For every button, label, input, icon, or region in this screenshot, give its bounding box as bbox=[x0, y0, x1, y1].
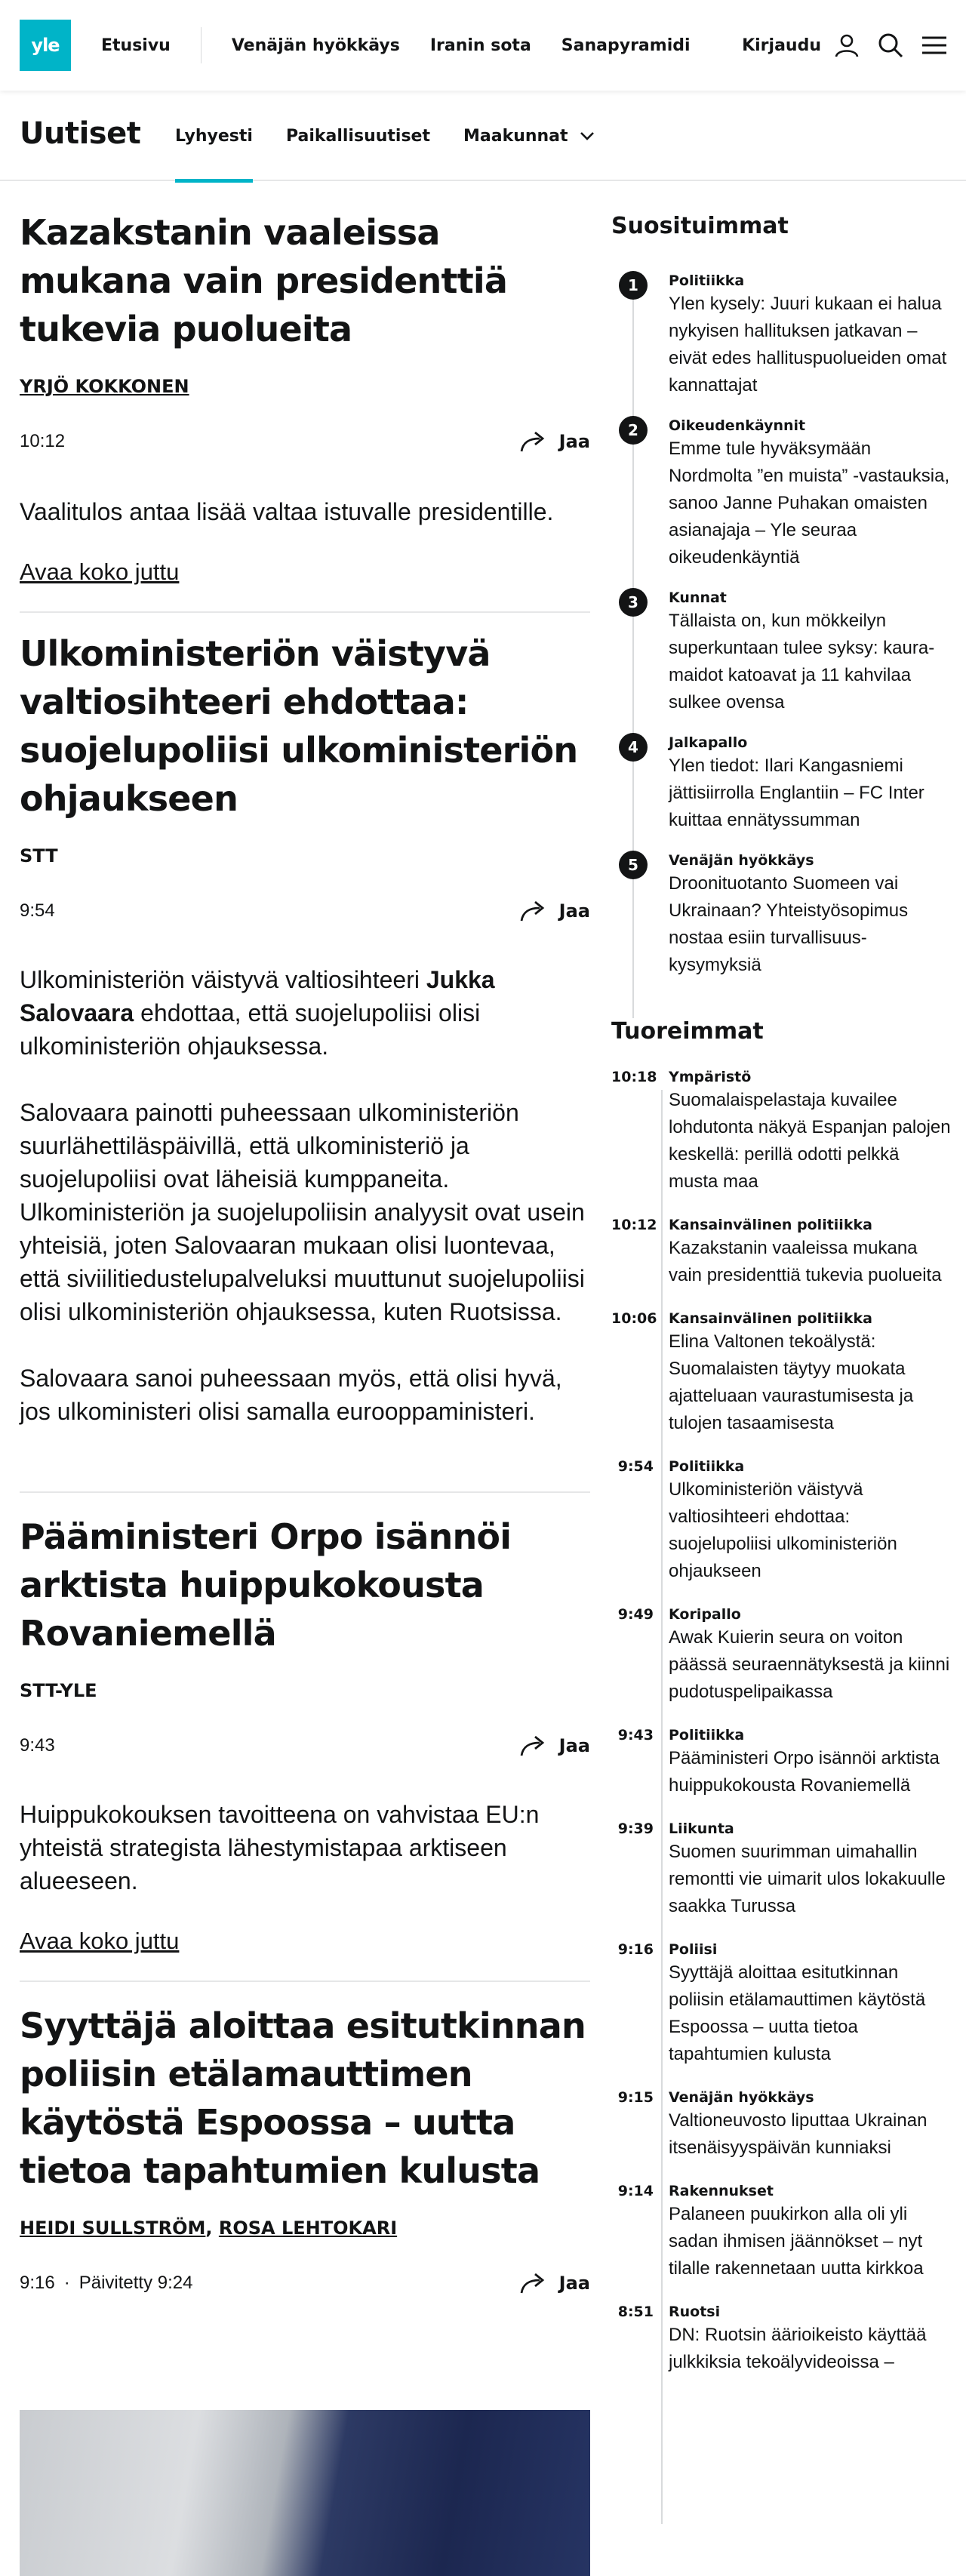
latest-item[interactable] bbox=[611, 2302, 951, 2376]
item-category: Politiikka bbox=[669, 1458, 745, 1475]
popular-heading: Suosituimmat bbox=[611, 213, 789, 239]
latest-item[interactable] bbox=[611, 1819, 951, 1920]
news-item bbox=[20, 181, 590, 613]
article-paragraph bbox=[20, 963, 590, 1063]
article-meta bbox=[20, 430, 590, 453]
latest-heading: Tuoreimmat bbox=[611, 1018, 764, 1045]
article-time: 10:12 bbox=[20, 431, 66, 451]
item-title[interactable]: Awak Kuierin seura on voiton päässä seuraennätyksestä ja kiinni pudotuspelipaikassa bbox=[669, 1627, 950, 1702]
latest-item[interactable] bbox=[611, 1309, 951, 1437]
news-item bbox=[20, 1493, 590, 1982]
rank-badge: 2 bbox=[619, 416, 648, 445]
item-time: 10:12 bbox=[611, 1217, 657, 1233]
item-category: Koripallo bbox=[669, 1606, 741, 1623]
latest-item[interactable] bbox=[611, 1940, 951, 2068]
item-title[interactable]: Suomen suurimman uimahallin remontti vie uimarit ulos lokakuulle saakka Turussa bbox=[669, 1842, 946, 1916]
latest-item[interactable] bbox=[611, 1457, 951, 1585]
item-title[interactable]: Elina Valtonen tekoälystä: Suomalaisten täytyy muokata ajatteluaan vaurastumisesta ja tulojen tasaamisesta bbox=[669, 1331, 914, 1433]
item-title[interactable]: Syyttäjä aloittaa esitutkinnan poliisin etälamauttimen käytöstä Espoossa – uutta tietoa tapahtumien kulusta bbox=[669, 1962, 926, 2064]
text-run: ehdottaa, että suojelupoliisi olisi ulkoministeriön ohjauksessa. bbox=[20, 999, 481, 1060]
share-button[interactable] bbox=[520, 900, 590, 922]
share-button[interactable] bbox=[520, 2272, 590, 2294]
author-link[interactable]: ROSA LEHTOKARI bbox=[218, 2217, 398, 2239]
person-name: Jukka Salovaara bbox=[20, 966, 495, 1026]
item-title[interactable]: Ylen kysely: Juuri kukaan ei halua nykyisen hallituksen jatkavan – eivät edes hallituspuolueiden omat kannattajat bbox=[669, 294, 947, 395]
popular-list bbox=[611, 271, 951, 979]
share-label: Jaa bbox=[558, 900, 590, 922]
popular-item[interactable] bbox=[611, 416, 951, 571]
item-title[interactable]: Kazakstanin vaaleissa mukana vain presidenttiä tukevia puolueita bbox=[669, 1238, 942, 1285]
tab-label: Maakunnat bbox=[463, 126, 568, 146]
item-category: Rakennukset bbox=[669, 2183, 774, 2199]
item-category: Politiikka bbox=[669, 1727, 745, 1743]
header-tools bbox=[742, 0, 949, 91]
author-link[interactable]: HEIDI SULLSTRÖM bbox=[20, 2217, 206, 2239]
read-more-link[interactable]: Avaa koko juttu bbox=[20, 559, 180, 585]
item-title[interactable]: Suomalaispelastaja kuvailee lohdutonta näkyä Espanjan palojen keskellä: perillä odotti pelkkä musta maa bbox=[669, 1090, 951, 1192]
item-category: Liikunta bbox=[669, 1820, 734, 1837]
search-icon[interactable] bbox=[875, 30, 906, 60]
item-category: Jalkapallo bbox=[669, 734, 748, 751]
article-time: 9:43 bbox=[20, 1735, 55, 1756]
tab-paikallisuutiset[interactable] bbox=[286, 91, 430, 181]
article-meta bbox=[20, 2272, 590, 2294]
item-title[interactable]: Palaneen puukirkon alla oli yli sadan ihmisen jäännökset – nyt tilalle rakennetaan uutta kirkkoa bbox=[669, 2204, 924, 2279]
item-time: 9:16 bbox=[617, 1941, 654, 1958]
yle-logo[interactable] bbox=[20, 20, 71, 71]
article-paragraph: Salovaara painotti puheessaan ulkoministeriön suurlähettiläspäivillä, että ulkoministeriö ja suojelupoliisi ovat läheisiä kumppaneita. Ulkoministeriön ja suojelupoliisin analyysit ovat usein yhteisiä, joten Salovaaran mukaan olisi luontevaa, että siviilitiedustelupalveluksi muuttunut suojelupoliisi olisi ulkoministeriön ohjauksessa, kuten Ruotsissa. bbox=[20, 1099, 585, 1325]
article-title[interactable]: Kazakstanin vaaleissa mukana vain presidenttiä tukevia puolueita bbox=[20, 212, 508, 349]
item-category: Politiikka bbox=[669, 272, 745, 289]
item-time: 9:14 bbox=[617, 2183, 654, 2199]
article-time: 9:54 bbox=[20, 900, 55, 921]
meta-dot: · bbox=[63, 2273, 70, 2293]
popular-item[interactable] bbox=[611, 851, 951, 979]
item-time: 9:49 bbox=[617, 1606, 654, 1623]
item-title[interactable]: Emme tule hyväksymään Nordmolta ”en muista” -vastauksia, sanoo Janne Puhakan omaisten asianajaja – Yle seuraa oikeudenkäyntiä bbox=[669, 439, 950, 568]
item-title[interactable]: DN: Ruotsin äärioikeisto käyttää julkkiksia tekoälyvideoissa – bbox=[669, 2325, 927, 2372]
share-icon bbox=[520, 2272, 549, 2294]
article-image[interactable] bbox=[20, 2410, 590, 2576]
popular-item[interactable] bbox=[611, 271, 951, 399]
share-icon bbox=[520, 430, 549, 453]
author-link[interactable]: YRJÖ KOKKONEN bbox=[20, 376, 189, 397]
news-item bbox=[20, 1982, 590, 2294]
item-title[interactable]: Valtioneuvosto liputtaa Ukrainan itsenäisyyspäivän kunniaksi bbox=[669, 2110, 928, 2158]
item-title[interactable]: Tällaista on, kun mökkeilyn superkuntaan tulee syksy: kaura-maidot katoavat ja 11 kahvilaa sulkee ovensa bbox=[669, 611, 935, 712]
rank-badge: 5 bbox=[619, 851, 648, 879]
latest-item[interactable] bbox=[611, 2181, 951, 2282]
article-title[interactable]: Pääministeri Orpo isännöi arktista huippukokousta Rovaniemellä bbox=[20, 1516, 512, 1654]
author-separator: , bbox=[205, 2217, 219, 2239]
item-category: Kunnat bbox=[669, 589, 727, 606]
nav-etusivu[interactable]: Etusivu bbox=[101, 35, 171, 55]
read-more-link[interactable]: Avaa koko juttu bbox=[20, 1928, 180, 1954]
news-feed bbox=[20, 181, 590, 2294]
article-title[interactable]: Ulkoministeriön väistyvä valtiosihteeri ehdottaa: suojelupoliisi ulkoministeriön ohjaukseen bbox=[20, 633, 578, 819]
item-category: Venäjän hyökkäys bbox=[669, 852, 814, 869]
nav-divider bbox=[201, 27, 202, 63]
article-meta bbox=[20, 1734, 590, 1757]
menu-icon[interactable] bbox=[919, 30, 949, 60]
article-lead: Huippukokouksen tavoitteena on vahvistaa EU:n yhteistä strategista lähestymistapaa arktiseen alueeseen. bbox=[20, 1801, 540, 1894]
item-time: 10:06 bbox=[611, 1310, 657, 1327]
rank-badge: 1 bbox=[619, 271, 648, 300]
latest-item[interactable] bbox=[611, 1725, 951, 1799]
item-category: Oikeudenkäynnit bbox=[669, 417, 806, 434]
rank-badge: 3 bbox=[619, 588, 648, 617]
tab-label: Paikallisuutiset bbox=[285, 126, 430, 146]
section-tabs bbox=[175, 91, 629, 181]
popular-item[interactable] bbox=[611, 588, 951, 716]
news-item bbox=[20, 613, 590, 1493]
item-time: 9:15 bbox=[617, 2089, 654, 2106]
article-source: STT-YLE bbox=[20, 1680, 97, 1701]
item-title[interactable]: Pääministeri Orpo isännöi arktista huippukokousta Rovaniemellä bbox=[669, 1748, 940, 1796]
article-source: STT bbox=[20, 845, 58, 866]
latest-item[interactable] bbox=[611, 2088, 951, 2162]
popular-item[interactable] bbox=[611, 733, 951, 834]
share-label: Jaa bbox=[558, 1735, 590, 1756]
tab-maakunnat[interactable] bbox=[463, 91, 595, 181]
item-title[interactable]: Ylen tiedot: Ilari Kangasniemi jättisiirrolla Englantiin – FC Inter kuittaa ennätyssumman bbox=[669, 756, 924, 830]
article-paragraph: Salovaara sanoi puheessaan myös, että olisi hyvä, jos ulkoministeri olisi samalla eurooppaministeri. bbox=[20, 1365, 562, 1425]
item-category: Poliisi bbox=[669, 1941, 718, 1958]
item-time: 9:54 bbox=[617, 1458, 654, 1475]
item-category: Kansainvälinen politiikka bbox=[669, 1217, 872, 1233]
latest-list bbox=[611, 1067, 951, 2376]
latest-item[interactable] bbox=[611, 1067, 951, 1196]
latest-item[interactable] bbox=[611, 1215, 951, 1289]
login-link[interactable]: Kirjaudu bbox=[742, 35, 821, 55]
share-icon bbox=[520, 1734, 549, 1757]
share-label: Jaa bbox=[558, 2273, 590, 2294]
item-time: 10:18 bbox=[611, 1069, 657, 1085]
chevron-down-icon bbox=[579, 131, 595, 141]
item-time: 9:43 bbox=[617, 1727, 654, 1743]
item-title[interactable]: Ulkoministeriön väistyvä valtiosihteeri ehdottaa: suojelupoliisi ulkoministeriön ohjaukseen bbox=[669, 1479, 897, 1581]
item-time: 9:39 bbox=[617, 1820, 654, 1837]
site-header bbox=[0, 0, 966, 91]
item-time: 8:51 bbox=[617, 2304, 654, 2320]
share-button[interactable] bbox=[520, 1734, 590, 1757]
nav-sanapyramidi[interactable]: Sanapyramidi bbox=[561, 35, 691, 55]
rank-badge: 4 bbox=[619, 733, 648, 762]
article-lead: Vaalitulos antaa lisää valtaa istuvalle presidentille. bbox=[20, 498, 554, 525]
sidebar bbox=[611, 181, 951, 2376]
item-title[interactable]: Droonituotanto Suomeen vai Ukrainaan? Yhteistyösopimus nostaa esiin turvallisuus-kysymyksiä bbox=[669, 873, 909, 975]
article-title[interactable]: Syyttäjä aloittaa esitutkinnan poliisin etälamauttimen käytöstä Espoossa – uutta tietoa tapahtumien kulusta bbox=[20, 2005, 586, 2191]
share-label: Jaa bbox=[558, 431, 590, 452]
share-button[interactable] bbox=[520, 430, 590, 453]
share-icon bbox=[520, 900, 549, 922]
article-time: 9:16 bbox=[20, 2273, 55, 2293]
article-meta bbox=[20, 900, 590, 922]
logo-text: yle bbox=[31, 35, 60, 56]
article-time-group bbox=[20, 2273, 192, 2294]
item-category: Kansainvälinen politiikka bbox=[669, 1310, 872, 1327]
nav-iranin-sota[interactable]: Iranin sota bbox=[429, 35, 531, 55]
text-run: Ulkoministeriön väistyvä valtiosihteeri bbox=[20, 966, 426, 993]
item-category: Ympäristö bbox=[669, 1069, 752, 1085]
item-category: Ruotsi bbox=[669, 2304, 721, 2320]
user-icon[interactable] bbox=[832, 30, 862, 60]
article-updated: Päivitetty 9:24 bbox=[78, 2273, 193, 2293]
tab-lyhyesti[interactable] bbox=[175, 91, 253, 181]
tab-label: Lyhyesti bbox=[175, 126, 253, 146]
nav-venajan-hyokkays[interactable]: Venäjän hyökkäys bbox=[231, 35, 400, 55]
latest-item[interactable] bbox=[611, 1605, 951, 1706]
main-nav bbox=[101, 0, 691, 91]
item-category: Venäjän hyökkäys bbox=[669, 2089, 814, 2106]
section-title[interactable]: Uutiset bbox=[20, 116, 141, 151]
